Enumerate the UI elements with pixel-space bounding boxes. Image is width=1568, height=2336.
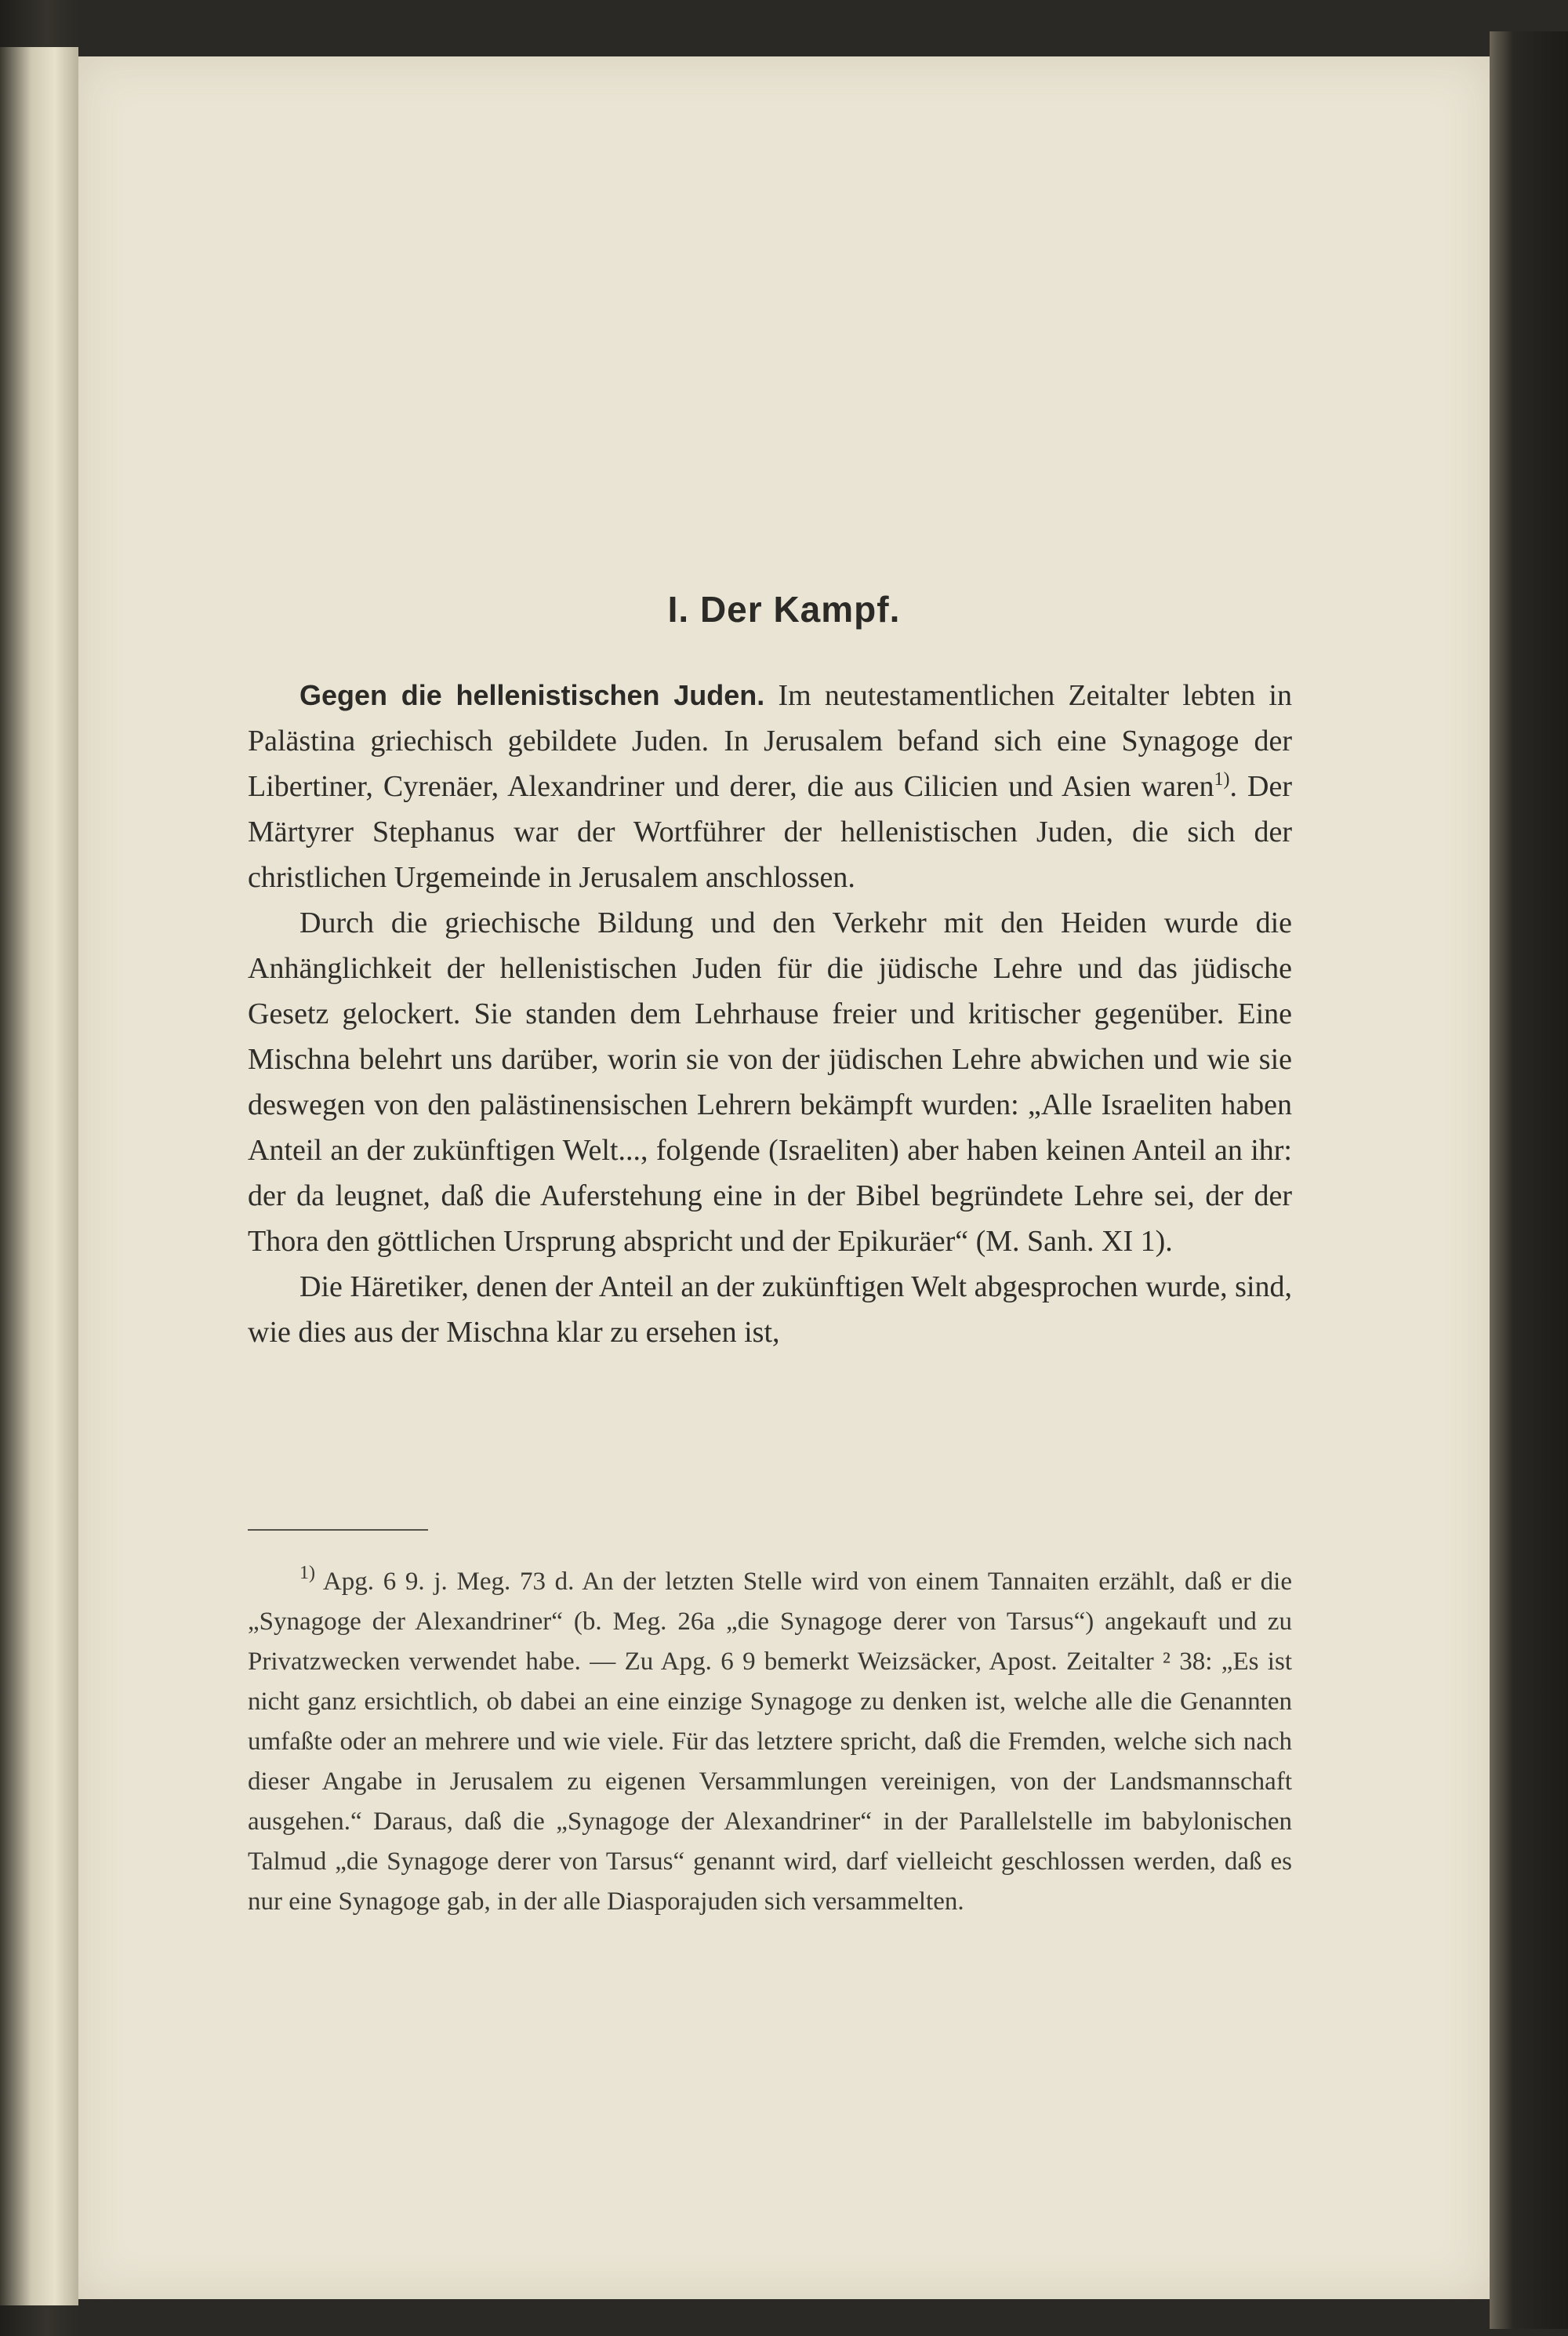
main-text [248,673,1292,1355]
footnote [248,1562,1292,1922]
paragraph-1 [248,673,1292,900]
footnote-text: Apg. 6 9. j. Meg. 73 d. An der letzten Stelle wird von einem Tannaiten erzählt, daß er die „Synagoge der Alexandriner“ (b. Meg. 26a „die Synagoge derer von Tarsus“) angekauft und zu Privatzwecken verwendet habe. — Zu Apg. 6 9 bemerkt Weizsäcker, Apost. Zeitalter ² 38: „Es ist nicht ganz ersichtlich, ob dabei an eine einzige Synagoge zu denken ist, welche alle die Genannten umfaßte oder an mehrere und wie viele. Für das letztere spricht, daß die Fremden, welche sich nach dieser Angabe in Jerusalem zu eigenen Versammlungen vereinigen, von der Landsmannschaft ausgehen.“ Daraus, daß die „Synagoge der Alexandriner“ in der Parallelstelle im babylonischen Talmud „die Synagoge derer von Tarsus“ genannt wird, darf vielleicht geschlossen werden, daß es nur eine Synagoge gab, in der alle Diasporajuden sich versammelten. [248,1568,1292,1916]
section-heading: Gegen die hellenistischen Juden. [299,679,765,711]
paragraph-1-text: Im neutestamentlichen Zeitalter lebten in Palästina griechisch gebildete Juden. In Jerusalem befand sich eine Synagoge der Libertiner, Cyrenäer, Alexandriner und derer, die aus Cilicien und Asien waren [248,679,1292,803]
footnote-divider [248,1529,428,1531]
footnote-marker: 1) [299,1563,315,1583]
paragraph-2: Durch die griechische Bildung und den Verkehr mit den Heiden wurde die Anhänglichkeit der hellenistischen Juden für die jüdische Lehre und das jüdische Gesetz gelockert. Sie standen dem Lehrhause freier und kritischer gegenüber. Eine Mischna belehrt uns darüber, worin sie von der jüdischen Lehre abwichen und wie sie deswegen von den palästinensischen Lehrern bekämpft wurden: „Alle Israeliten haben Anteil an der zukünftigen Welt..., folgende (Israeliten) aber haben keinen Anteil an ihr: der da leugnet, daß die Auferstehung eine in der Bibel begründete Lehre sei, der der Thora den göttlichen Ursprung abspricht und der Epikuräer“ (M. Sanh. XI 1). [248,906,1292,1258]
left-page-edge [0,47,78,2305]
book-cover-edge [1490,31,1568,2329]
chapter-title: I. Der Kampf. [667,589,901,630]
paragraph-1-tail: . Der Märtyrer Stephanus war der Wortführer der hellenistischen Juden, die sich der christlichen Urgemeinde in Jerusalem anschlossen. [248,770,1292,894]
paragraph-3: Die Häretiker, denen der Anteil an der zukünftigen Welt abgesprochen wurde, sind, wie dies aus der Mischna klar zu ersehen ist, [248,1270,1292,1349]
footnote-reference: 1) [1214,769,1230,790]
